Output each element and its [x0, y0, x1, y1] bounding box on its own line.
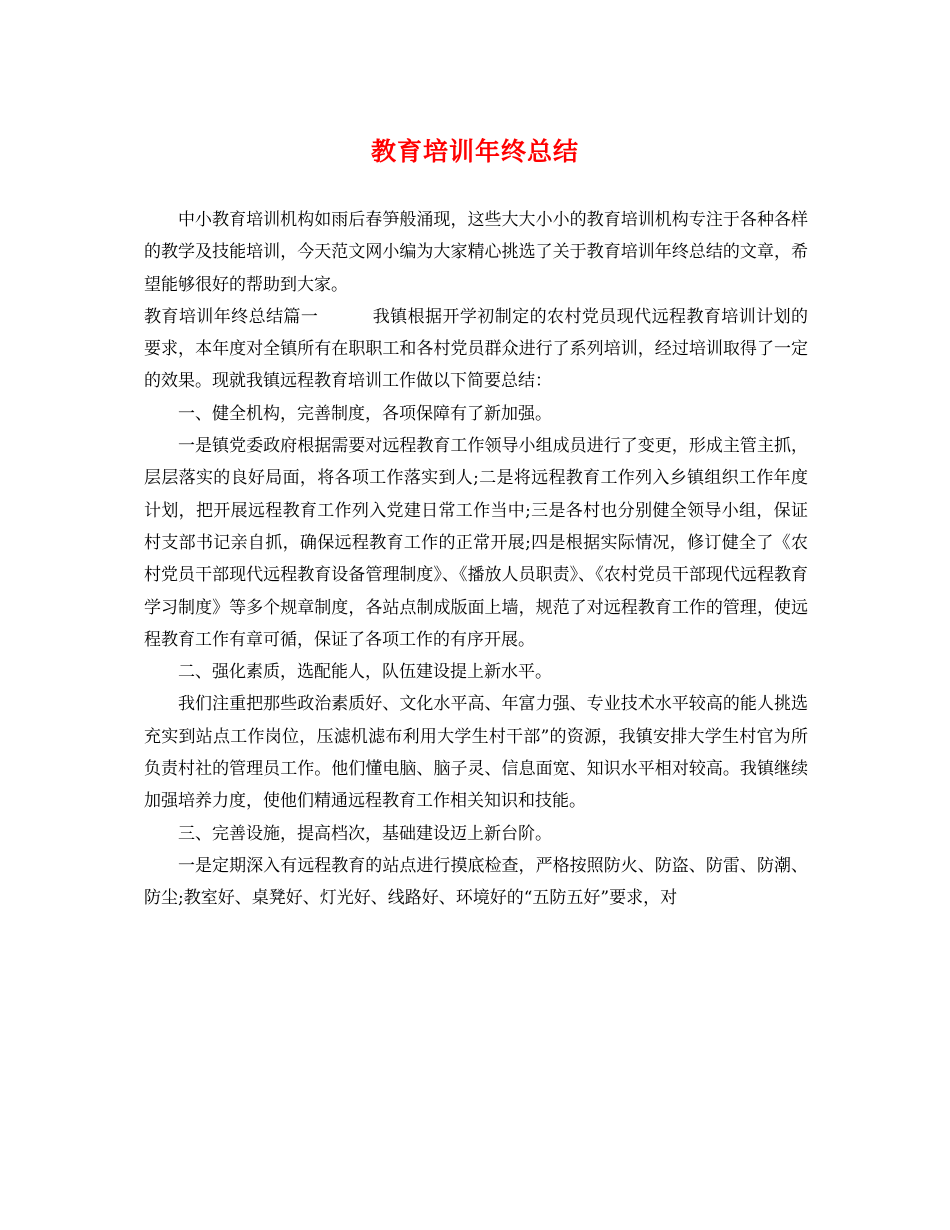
- section3-body: 一是定期深入有远程教育的站点进行摸底检查，严格按照防火、防盗、防雷、防潮、防尘;教室好、桌凳好、灯光好、线路好、环境好的“五防五好”要求，对: [144, 855, 808, 909]
- section2-heading: 二、强化素质，选配能人，队伍建设提上新水平。: [178, 662, 552, 683]
- section1-heading: 一、健全机构，完善制度，各项保障有了新加强。: [178, 403, 552, 424]
- section1-body: 一是镇党委政府根据需要对远程教育工作领导小组成员进行了变更，形成主管主抓，层层落实的良好局面，将各项工作落实到人;二是将远程教育工作列入乡镇组织工作年度计划，把开展远程教育工作列入党建日常工作当中;三是各村也分别健全领导小组，保证村支部书记亲自抓，确保远程教育工作的正常开展;四是根据实际情况，修订健全了《农村党员干部现代远程教育设备管理制度》、《播放人员职责》、《农村党员干部现代远程教育学习制度》等多个规章制度，各站点制成版面上墙，规范了对远程教育工作的管理，使远程教育工作有章可循，保证了各项工作的有序开展。: [144, 436, 808, 650]
- article-lead-text: 我镇根据开学初制定的农村党员现代远程教育培训计划的要求，本年度对全镇所有在职职工和各村党员群众进行了系列培训，经过培训取得了一定的效果。现就我镇远程教育培训工作做以下简要总结：: [144, 306, 809, 392]
- intro-paragraph: 中小教育培训机构如雨后春笋般涌现，这些大大小小的教育培训机构专注于各种各样的教学及技能培训，今天范文网小编为大家精心挑选了关于教育培训年终总结的文章，希望能够很好的帮助到大家。: [144, 210, 808, 295]
- document-title: 教育培训年终总结: [370, 137, 579, 166]
- section2-body: 我们注重把那些政治素质好、文化水平高、年富力强、专业技术水平较高的能人挑选充实到站点工作岗位，压滤机滤布利用大学生村干部”的资源，我镇安排大学生村官为所负责村社的管理员工作。他们懂电脑、脑子灵、信息面宽、知识水平相对较高。我镇继续加强培养力度，使他们精通远程教育工作相关知识和技能。: [144, 694, 808, 812]
- document-body: [144, 204, 808, 915]
- article-label: 教育培训年终总结篇一: [144, 306, 319, 327]
- article-lead-paragraph: [144, 301, 808, 398]
- section3-heading: 三、完善设施，提高档次，基础建设迈上新台阶。: [178, 823, 552, 844]
